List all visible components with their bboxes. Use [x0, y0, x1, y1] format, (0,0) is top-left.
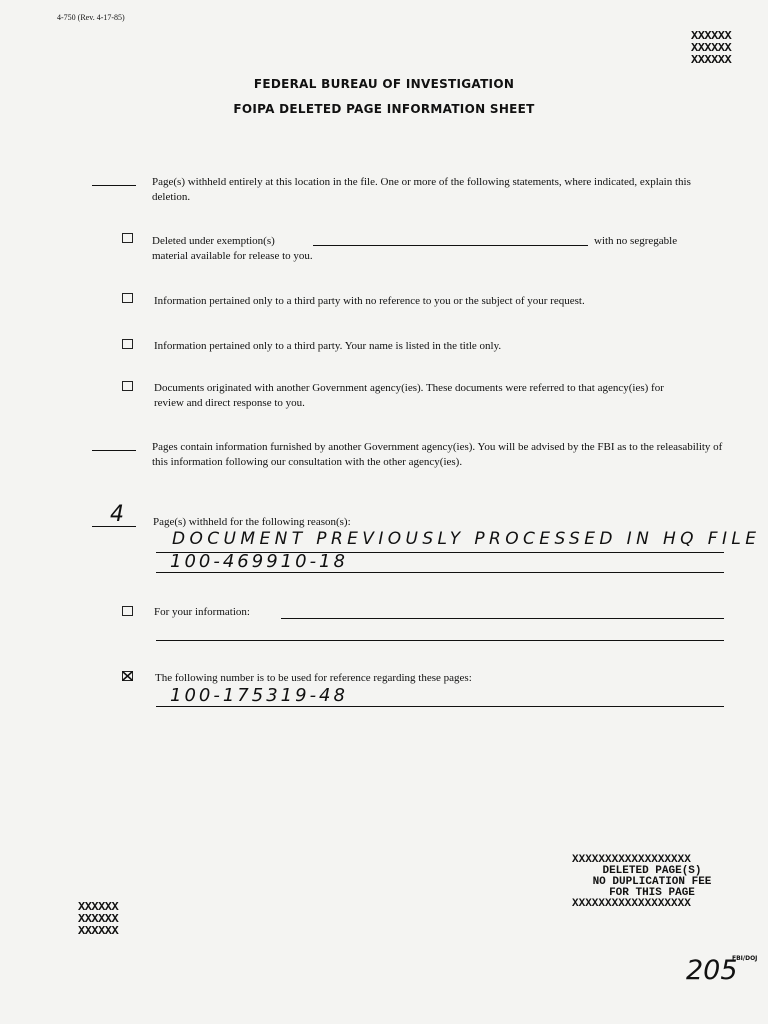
for-your-info-line-2 — [156, 640, 724, 641]
exemption-checkbox[interactable] — [122, 233, 133, 243]
reference-checkbox[interactable] — [122, 671, 133, 681]
stamp-line-1: DELETED PAGE(S) — [602, 865, 702, 877]
sheet-title: FOIPA DELETED PAGE INFORMATION SHEET — [233, 102, 535, 116]
third-party-no-ref-text: Information pertained only to a third party with no reference to you or the subject of your request. — [154, 295, 585, 307]
third-party-title-checkbox[interactable] — [122, 339, 133, 349]
stamp-border-top: XXXXXXXXXXXXXXXXXX — [572, 854, 691, 866]
x-line: XXXXXX — [78, 900, 119, 914]
deleted-page-stamp — [572, 855, 732, 910]
for-your-info-checkbox[interactable] — [122, 606, 133, 616]
agency-heading: FEDERAL BUREAU OF INVESTIGATION — [253, 77, 515, 91]
reference-label: The following number is to be used for reference regarding these pages: — [155, 672, 472, 684]
other-agency-referred-checkbox[interactable] — [122, 381, 133, 391]
handwritten-reason-line2: 100-469910-18 — [170, 551, 348, 572]
x-line: XXXXXX — [78, 912, 119, 926]
top-x-redaction-block — [691, 30, 731, 66]
withheld-entirely-blank — [92, 185, 136, 186]
for-your-info-line-1 — [281, 618, 724, 619]
third-party-title-text: Information pertained only to a third party. Your name is listed in the title only. — [154, 340, 502, 352]
exemption-line2: material available for release to you. — [152, 250, 313, 262]
for-your-info-label: For your information: — [154, 606, 250, 618]
form-number: 4-750 (Rev. 4-17-85) — [57, 13, 125, 22]
exemption-blank — [313, 245, 588, 246]
exemption-suffix: with no segregable — [594, 235, 678, 247]
fbi-doj-tag: FBI/DOJ — [732, 955, 758, 962]
third-party-no-ref-checkbox[interactable] — [122, 293, 133, 303]
check-mark-icon — [122, 671, 133, 681]
other-agency-referred-text: Documents originated with another Government agency(ies). These documents were referred to that agency(ies) for review and direct response to you. — [154, 382, 664, 409]
stamp-line-3: FOR THIS PAGE — [609, 887, 695, 899]
other-agency-furnished-blank — [92, 450, 136, 451]
x-line: XXXXXX — [691, 53, 732, 67]
stamp-border-bottom: XXXXXXXXXXXXXXXXXX — [572, 898, 691, 910]
stamp-line-2: NO DUPLICATION FEE — [592, 876, 712, 888]
other-agency-furnished-text: Pages contain information furnished by another Government agency(ies). You will be advised by the FBI as to the releasability of this information following our consultation with the other agency(ies). — [152, 441, 723, 468]
x-line: XXXXXX — [691, 29, 732, 43]
handwritten-page-count: 4 — [110, 502, 127, 527]
x-line: XXXXXX — [78, 924, 119, 938]
bottom-x-redaction-block — [78, 901, 118, 937]
reference-line — [156, 706, 724, 707]
handwritten-page-number: 205 — [686, 955, 738, 986]
reason-line-2 — [156, 572, 724, 573]
x-line: XXXXXX — [691, 41, 732, 55]
exemption-prefix: Deleted under exemption(s) — [152, 235, 275, 247]
withheld-entirely-text: Page(s) withheld entirely at this location in the file. One or more of the following statements, where indicated, explain this deletion. — [152, 176, 691, 203]
withheld-reason-label: Page(s) withheld for the following reason(s): — [153, 516, 351, 528]
handwritten-reason-line1: DOCUMENT PREVIOUSLY PROCESSED IN HQ FILE — [172, 529, 761, 549]
handwritten-reference-number: 100-175319-48 — [170, 685, 348, 706]
